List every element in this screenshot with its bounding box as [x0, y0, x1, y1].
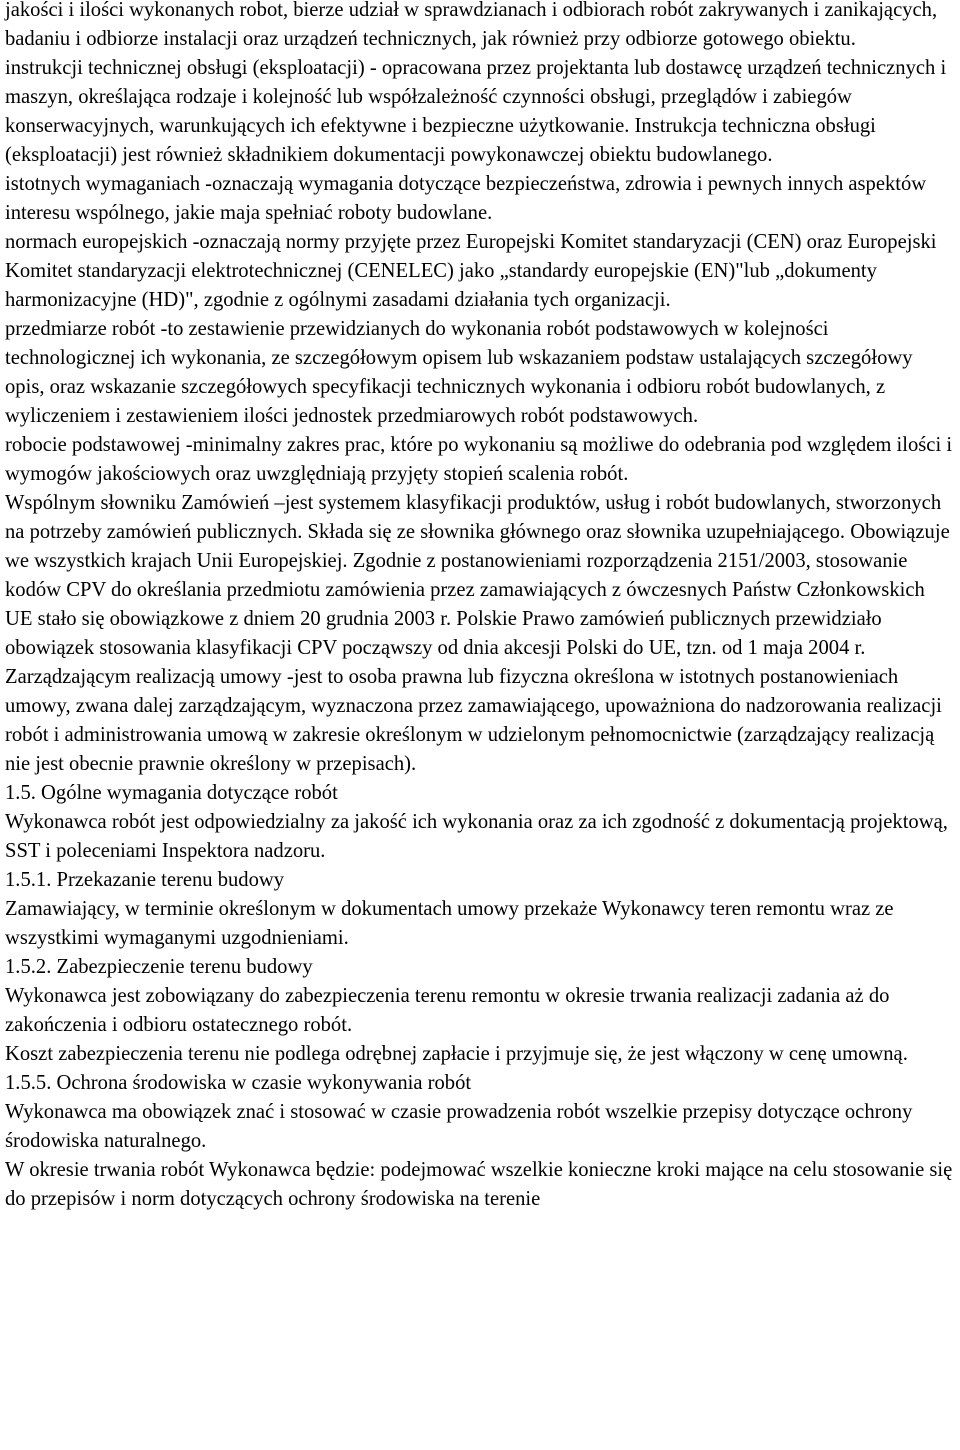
paragraph-technical-instructions: instrukcji technicznej obsługi (eksploatacji) - opracowana przez projektanta lub dostawcę urządzeń technicznych i maszyn, określająca rodzaje i kolejność lub współzależność czynności obsługi, przeglądów i zabiegów konserwacyjnych, warunkujących ich efektywne i bezpieczne użytkowanie. Instrukcja techniczna obsługi (eksploatacji) jest również składnikiem dokumentacji powykonawczej obiektu budowlanego. — [5, 57, 947, 166]
paragraph-contractor-responsibility: Wykonawca robót jest odpowiedzialny za jakość ich wykonania oraz za ich zgodność z dokumentacją projektową, SST i poleceniami Inspektora nadzoru. — [5, 811, 948, 862]
paragraph-environmental-steps: W okresie trwania robót Wykonawca będzie: podejmować wszelkie konieczne kroki mające na celu stosowanie się do przepisów i norm dotyczących ochrony środowiska na terenie — [5, 1159, 953, 1210]
section-heading-environmental-protection: 1.5.5. Ochrona środowiska w czasie wykonywania robót — [5, 1072, 472, 1094]
paragraph-site-security: Wykonawca jest zobowiązany do zabezpieczenia terenu remontu w okresie trwania realizacji zadania aż do zakończenia i odbioru ostatecznego robót. — [5, 985, 890, 1036]
paragraph-basic-work: robocie podstawowej -minimalny zakres prac, które po wykonaniu są możliwe do odebrania pod względem ilości i wymogów jakościowych oraz uwzględniają przyjęty stopień scalenia robót. — [5, 434, 953, 485]
paragraph-security-cost: Koszt zabezpieczenia terenu nie podlega odrębnej zapłacie i przyjmuje się, że jest włączony w cenę umowną. — [5, 1043, 908, 1065]
paragraph-quality-inspection: jakości i ilości wykonanych robot, bierze udział w sprawdzianach i odbiorach robót zakrywanych i zanikających, badaniu i odbiorze instalacji oraz urządzeń technicznych, jak również przy odbiorze gotowego obiektu. — [5, 0, 938, 50]
paragraph-common-procurement-vocabulary: Wspólnym słowniku Zamówień –jest systemem klasyfikacji produktów, usług i robót budowlanych, stworzonych na potrzeby zamówień publicznych. Składa się ze słownika głównego oraz słownika uzupełniającego. Obowiązuje we wszystkich krajach Unii Europejskiej. Zgodnie z postanowieniami rozporządzenia 2151/2003, stosowanie kodów CPV do określania przedmiotu zamówienia przez zamawiających z ówczesnych Państw Członkowskich UE stało się obowiązkowe z dniem 20 grudnia 2003 r. Polskie Prawo zamówień publicznych przewidziało obowiązek stosowania klasyfikacji CPV począwszy od dnia akcesji Polski do UE, tzn. od 1 maja 2004 r. Zarządzającym realizacją umowy -jest to osoba prawna lub fizyczna określona w istotnych postanowieniach umowy, zwana dalej zarządzającym, wyznaczona przez zamawiającego, upoważniona do nadzorowania realizacji robót i administrowania umową w zakresie określonym w udzielonym pełnomocnictwie (zarządzający realizacją nie jest obecnie prawnie określony w przepisach). — [5, 492, 950, 775]
paragraph-essential-requirements: istotnych wymaganiach -oznaczają wymagania dotyczące bezpieczeństwa, zdrowia i pewnych innych aspektów interesu wspólnego, jakie maja spełniać roboty budowlane. — [5, 173, 927, 224]
paragraph-site-handover: Zamawiający, w terminie określonym w dokumentach umowy przekaże Wykonawcy teren remontu wraz ze wszystkimi wymaganymi uzgodnieniami. — [5, 898, 894, 949]
section-heading-site-security: 1.5.2. Zabezpieczenie terenu budowy — [5, 956, 313, 978]
paragraph-european-standards: normach europejskich -oznaczają normy przyjęte przez Europejski Komitet standaryzacji (CEN) oraz Europejski Komitet standaryzacji elektrotechnicznej (CENELEC) jako „standardy europejskie (EN)"lub „dokumenty harmonizacyjne (HD)", zgodnie z ogólnymi zasadami działania tych organizacji. — [5, 231, 937, 311]
section-heading-site-handover: 1.5.1. Przekazanie terenu budowy — [5, 869, 285, 891]
paragraph-bill-of-quantities: przedmiarze robót -to zestawienie przewidzianych do wykonania robót podstawowych w kolejności technologicznej ich wykonania, ze szczegółowym opisem lub wskazaniem podstaw ustalających szczegółowy opis, oraz wskazanie szczegółowych specyfikacji technicznych wykonania i odbioru robót budowlanych, z wyliczeniem i zestawieniem ilości jednostek przedmiarowych robót podstawowych. — [5, 318, 913, 427]
paragraph-environmental-regulations: Wykonawca ma obowiązek znać i stosować w czasie prowadzenia robót wszelkie przepisy dotyczące ochrony środowiska naturalnego. — [5, 1101, 913, 1152]
section-heading-general-requirements: 1.5. Ogólne wymagania dotyczące robót — [5, 782, 338, 804]
